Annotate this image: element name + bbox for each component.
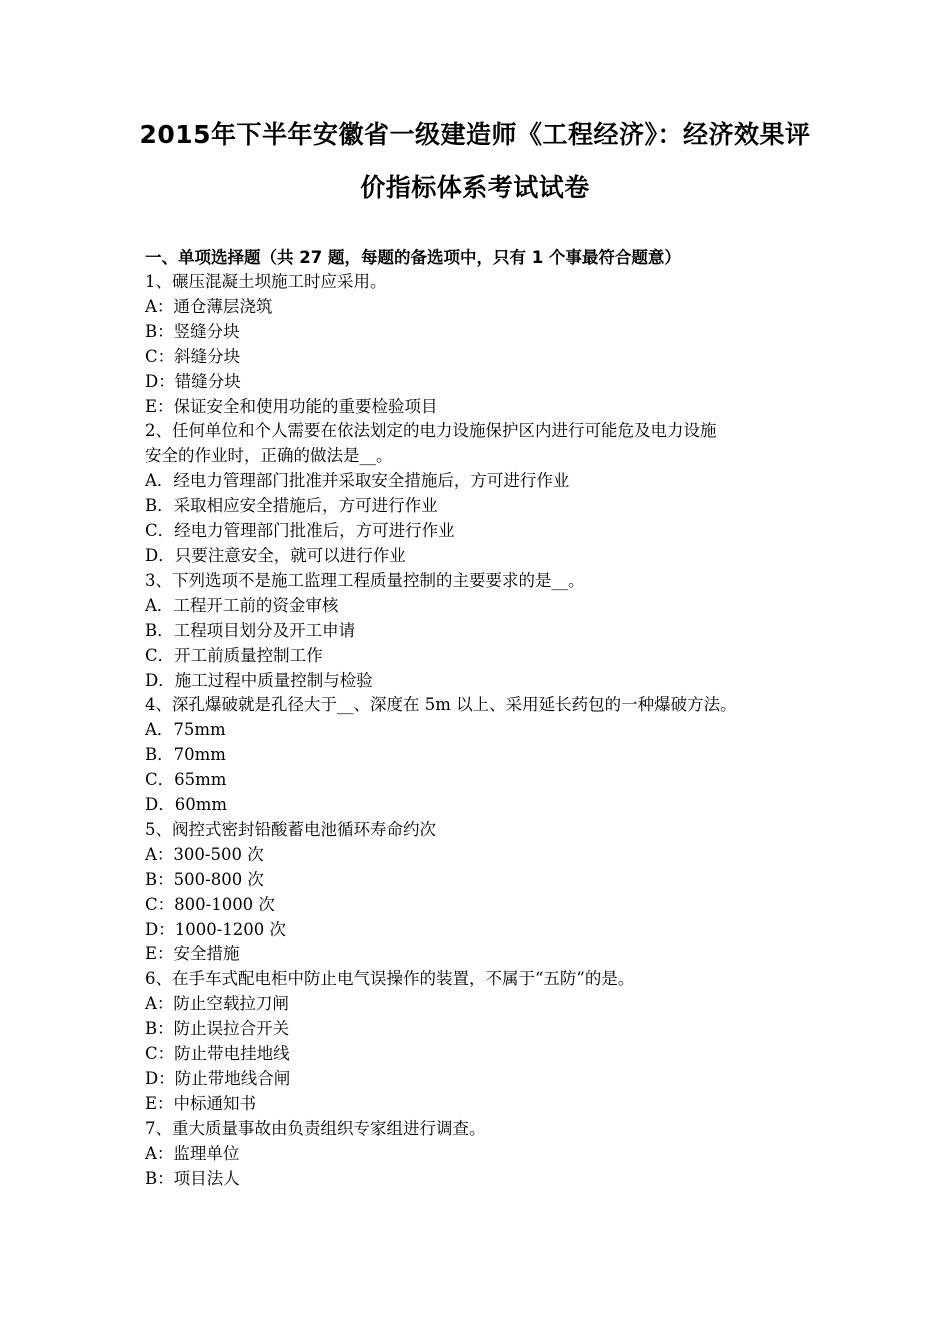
option-a: A：监理单位 [145,1143,240,1163]
question-stem: 5、阀控式密封铅酸蓄电池循环寿命约次 [145,819,436,839]
question-stem: 3、下列选项不是施工监理工程质量控制的主要要求的是__。 [145,570,585,590]
question-4 [145,693,810,818]
option-c: C：防止带电挂地线 [145,1044,290,1064]
option-a: A．工程开工前的资金审核 [145,595,339,615]
question-stem: 1、碾压混凝土坝施工时应采用。 [145,272,387,291]
option-a: A：通仓薄层浇筑 [145,296,273,316]
question-stem-continued: 安全的作业时，正确的做法是__。 [145,446,393,466]
option-c: C．经电力管理部门批准后，方可进行作业 [145,521,455,541]
question-2 [145,419,810,568]
question-stem: 7、重大质量事故由负责组织专家组进行调查。 [145,1118,486,1138]
option-d: D：防止带地线合闸 [145,1069,291,1088]
option-b: B．采取相应安全措施后，方可进行作业 [145,496,438,516]
option-d: D．只要注意安全，就可以进行作业 [145,545,406,565]
option-e: E：保证安全和使用功能的重要检验项目 [145,396,438,416]
section-heading: 一、单项选择题（共 27 题，每题的备选项中，只有 1 个事最符合题意） [145,248,681,267]
question-3 [145,569,810,694]
option-a: A．75mm [145,720,226,740]
option-a: A．经电力管理部门批准并采取安全措施后，方可进行作业 [145,471,570,491]
option-c: C．65mm [145,770,227,790]
question-stem: 6、在手车式配电柜中防止电气误操作的装置，不属于“五防”的是。 [145,969,635,989]
question-5 [145,818,810,967]
option-b: B：500-800 次 [145,869,264,889]
question-7 [145,1117,810,1192]
option-d: D．60mm [145,795,228,815]
option-d: D：错缝分块 [145,371,241,391]
option-b: B．70mm [145,745,226,765]
option-b: B：项目法人 [145,1168,240,1188]
document-title-line-1: 2015年下半年安徽省一级建造师《工程经济》：经济效果评 [139,120,811,149]
option-c: C：斜缝分块 [145,346,241,366]
question-1 [145,270,810,419]
option-b: B：防止误拉合开关 [145,1019,290,1039]
option-d: D．施工过程中质量控制与检验 [145,670,373,690]
exam-content [145,245,810,1192]
option-a: A：防止空载拉刀闸 [145,994,289,1014]
option-c: C．开工前质量控制工作 [145,645,323,665]
option-a: A：300-500 次 [145,844,264,864]
option-e: E：安全措施 [145,944,240,964]
question-6 [145,967,810,1116]
question-stem: 2、任何单位和个人需要在依法划定的电力设施保护区内进行可能危及电力设施 [145,421,717,441]
option-e: E：中标通知书 [145,1093,257,1113]
option-b: B．工程项目划分及开工申请 [145,620,356,640]
option-c: C：800-1000 次 [145,894,275,914]
option-b: B：竖缝分块 [145,321,240,341]
question-stem: 4、深孔爆破就是孔径大于__、深度在 5m 以上、采用延长药包的一种爆破方法。 [145,695,737,715]
document-title-line-2: 价指标体系考试试卷 [360,173,590,202]
option-d: D：1000-1200 次 [145,919,287,939]
